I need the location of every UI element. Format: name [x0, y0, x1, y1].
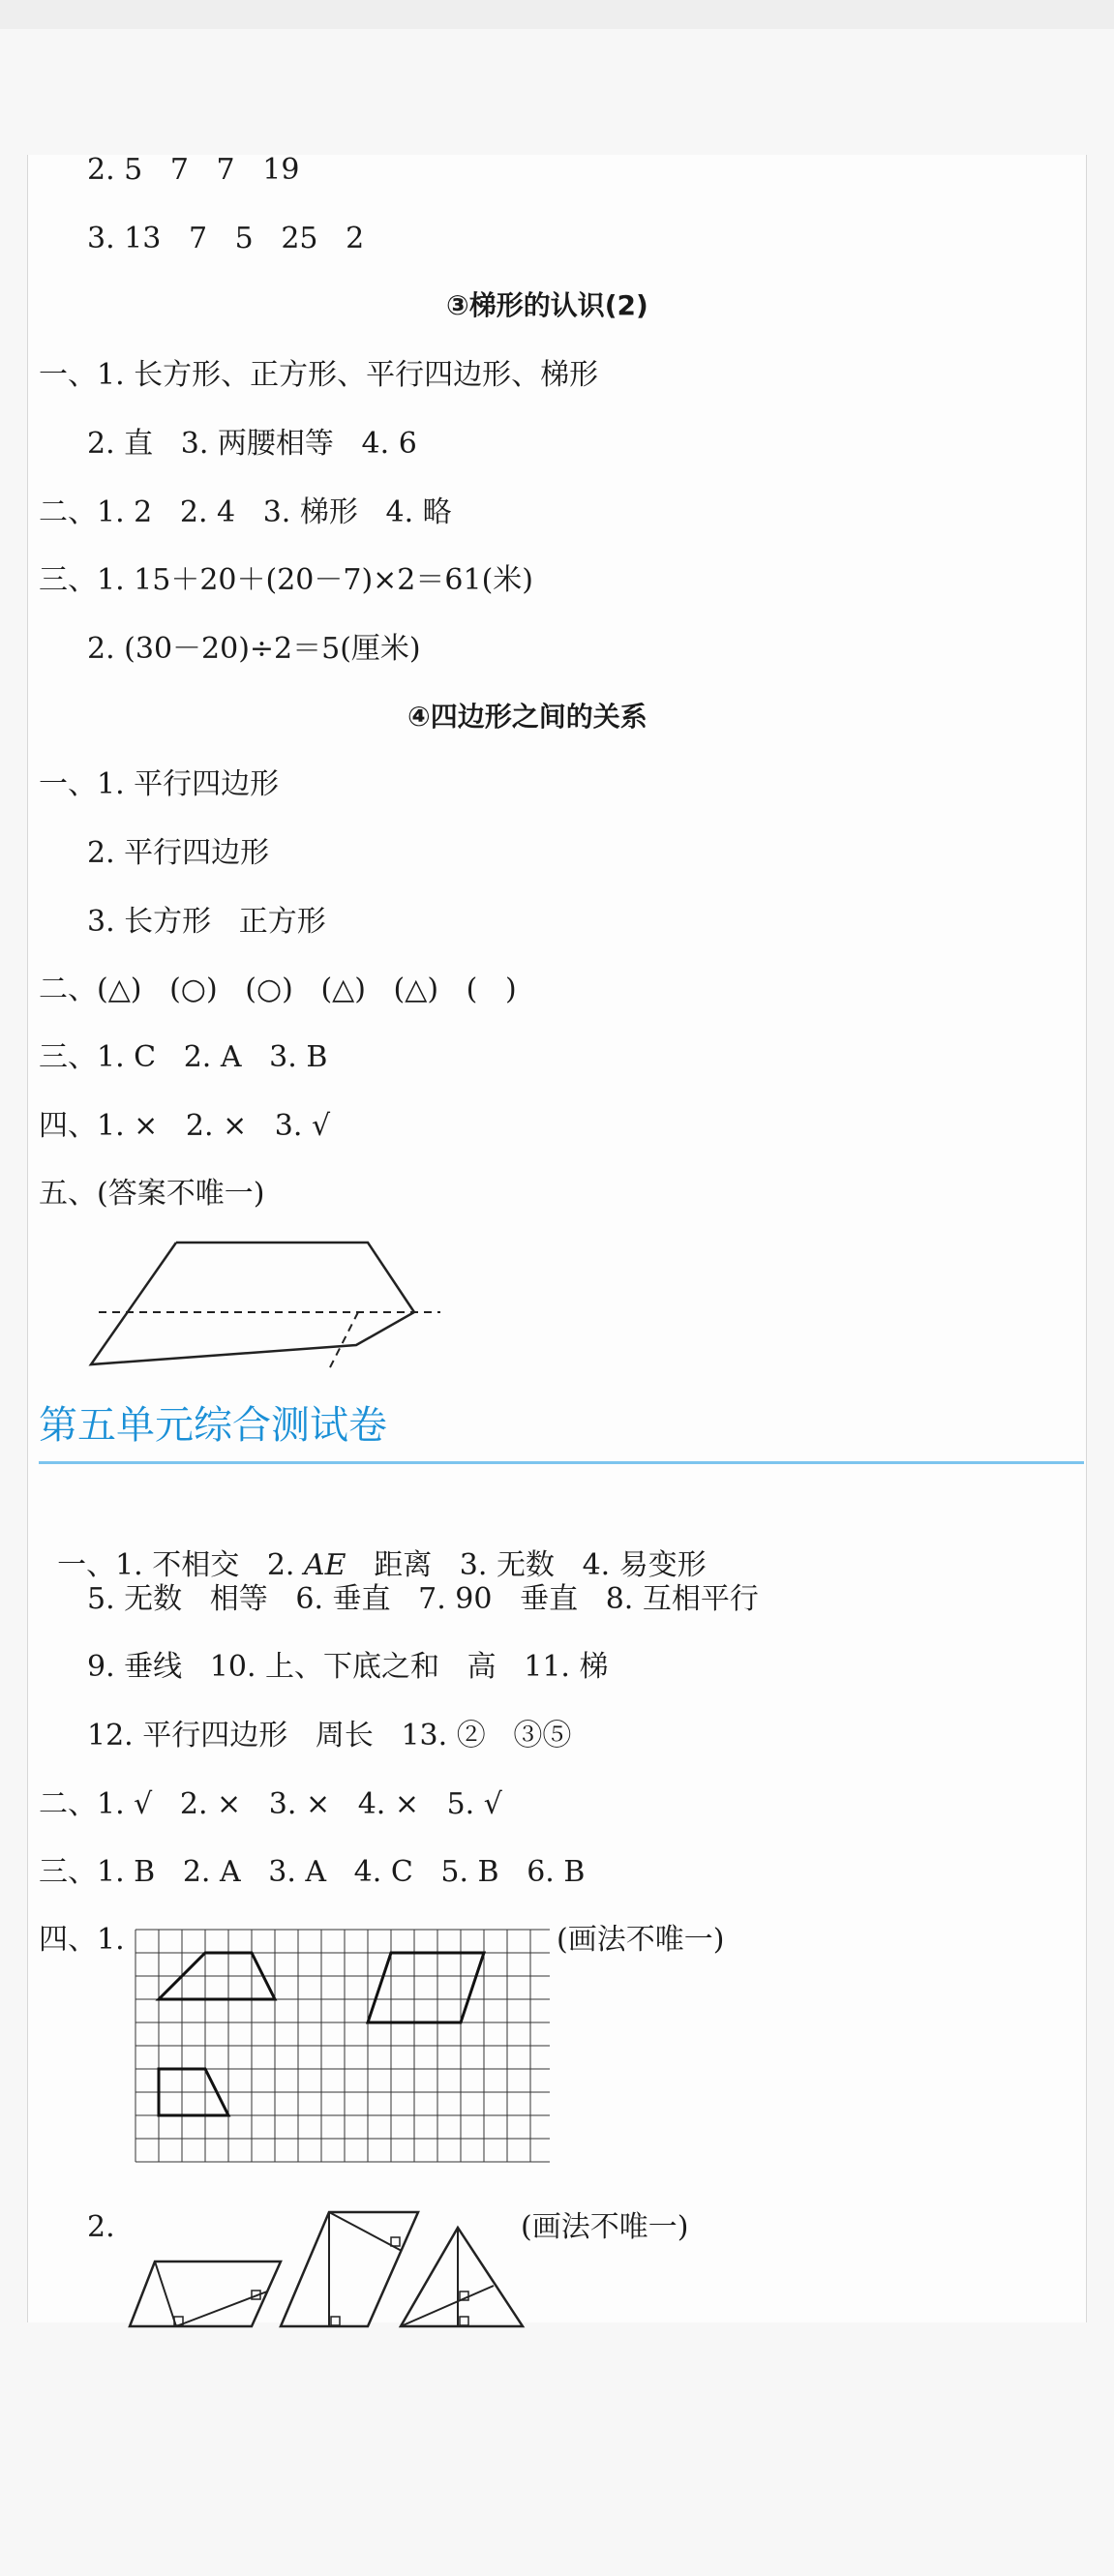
answer-line: 12. 平行四边形 周长 13. ② ③⑤	[87, 1719, 572, 1752]
title-underline	[39, 1461, 1084, 1464]
answer-line: 二、(△) (○) (○) (△) (△) ( )	[39, 973, 517, 1006]
section-heading-trapezoid: ③梯形的认识(2)	[446, 289, 648, 321]
section-heading-quadrilaterals: ④四边形之间的关系	[407, 701, 647, 733]
segment-label-ae: AE	[304, 1548, 346, 1582]
answer-line: 三、1. C 2. A 3. B	[39, 1040, 328, 1074]
answer-line: 一、1. 平行四边形	[39, 767, 280, 801]
answer-text: 距离 3. 无数 4. 易变形	[346, 1548, 707, 1582]
drawing-note: (画法不唯一)	[557, 1923, 725, 1957]
answer-line: 五、(答案不唯一)	[39, 1177, 265, 1211]
left-page-edge	[27, 155, 28, 2322]
answer-line: 三、1. 15＋20＋(20－7)×2＝61(米)	[39, 563, 533, 597]
drawing-note: (画法不唯一)	[521, 2210, 689, 2244]
parallelogram-shape	[368, 1953, 484, 2022]
answer-line: 9. 垂线 10. 上、下底之和 高 11. 梯	[87, 1650, 609, 1684]
answer-line: 四、1.	[39, 1923, 125, 1957]
answer-line: 2.	[87, 2210, 115, 2244]
answer-line: 二、1. √ 2. × 3. × 4. × 5. √	[39, 1787, 502, 1821]
answer-line: 3. 13 7 5 25 2	[87, 222, 365, 255]
cut-trapezoid-figure	[87, 1239, 455, 1374]
heights-drawing-figure	[126, 2208, 532, 2334]
answer-line: 三、1. B 2. A 3. A 4. C 5. B 6. B	[39, 1855, 586, 1889]
grid-drawing-figure	[132, 1926, 550, 2173]
answer-line: 二、1. 2 2. 4 3. 梯形 4. 略	[39, 495, 452, 529]
answer-line: 一、1. 长方形、正方形、平行四边形、梯形	[39, 358, 599, 392]
right-page-edge	[1086, 155, 1087, 2322]
answer-line: 2. 平行四边形	[87, 836, 270, 870]
answer-line: 2. (30－20)÷2＝5(厘米)	[87, 632, 421, 666]
answer-line: 2. 直 3. 两腰相等 4. 6	[87, 427, 417, 461]
answer-line: 3. 长方形 正方形	[87, 905, 326, 939]
answer-text: 一、1. 不相交 2.	[57, 1548, 305, 1582]
top-margin-band	[0, 0, 1114, 29]
unit-test-title: 第五单元综合测试卷	[39, 1403, 387, 1448]
answer-line: 四、1. × 2. × 3. √	[39, 1109, 331, 1143]
answer-line: 5. 无数 相等 6. 垂直 7. 90 垂直 8. 互相平行	[87, 1582, 759, 1616]
answer-line: 2. 5 7 7 19	[87, 153, 300, 187]
answer-line	[39, 1513, 707, 1583]
